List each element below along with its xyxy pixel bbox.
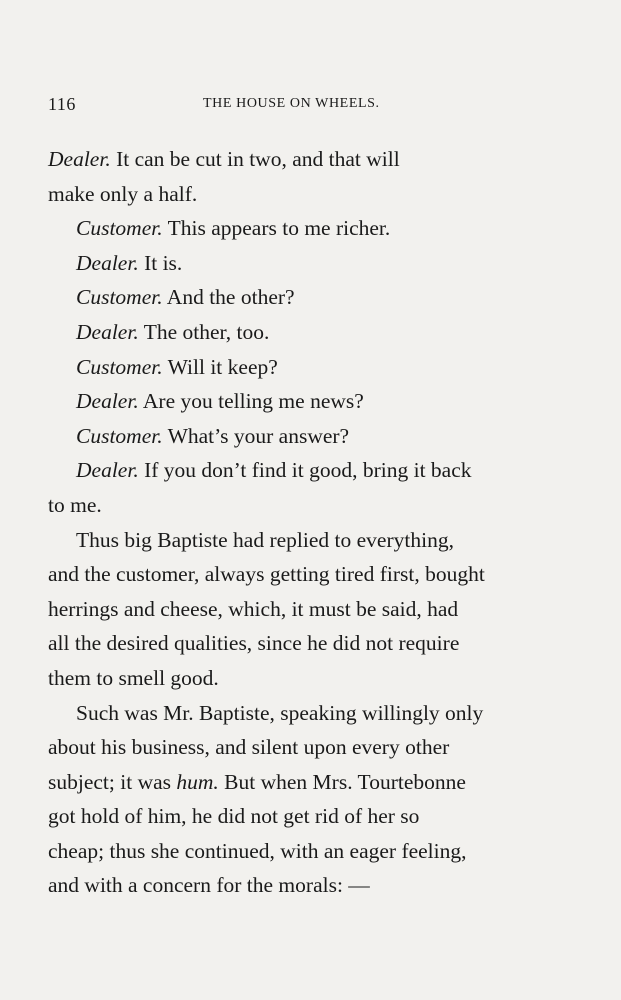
line-text: and with a concern for the morals: —: [48, 873, 370, 898]
text-line: [48, 592, 570, 627]
speaker-label: Dealer.: [76, 389, 139, 414]
page-number: 116: [48, 94, 76, 114]
line-text: What’s your answer?: [162, 423, 350, 448]
text-line: [48, 696, 570, 731]
body-text: [48, 142, 570, 903]
text-line: [48, 730, 570, 765]
text-line: [48, 661, 570, 696]
text-line: [48, 315, 570, 350]
line-text: herrings and cheese, which, it must be said, had: [48, 596, 459, 621]
line-text: about his business, and silent upon every other: [48, 735, 450, 760]
speaker-label: Customer.: [76, 423, 163, 448]
line-text: It can be cut in two, and that will: [110, 147, 400, 171]
line-text: Thus big Baptiste had replied to everything,: [76, 527, 454, 552]
speaker-label: Dealer.: [48, 147, 111, 171]
text-line: [48, 488, 570, 523]
line-text: them to smell good.: [48, 665, 219, 690]
text-line: [48, 350, 570, 385]
text-line: [48, 280, 570, 315]
text-line: [48, 419, 570, 454]
speaker-label: Dealer.: [76, 458, 139, 483]
speaker-label: Customer.: [76, 216, 163, 241]
line-text: Are you telling me news?: [138, 389, 364, 414]
text-line: [48, 177, 570, 212]
line-text: And the other?: [162, 285, 295, 310]
text-line: [48, 868, 570, 903]
italic-word: hum.: [176, 769, 219, 794]
line-text-after: But when Mrs. Tourtebonne: [218, 769, 466, 794]
line-text: This appears to me richer.: [162, 216, 391, 241]
line-text: If you don’t find it good, bring it back: [138, 458, 472, 483]
text-line: [48, 523, 570, 558]
text-line: [48, 557, 570, 592]
line-text: got hold of him, he did not get rid of her so: [48, 804, 420, 829]
text-line: [48, 211, 570, 246]
text-line: [48, 626, 570, 661]
text-line: [48, 246, 570, 281]
running-title: THE HOUSE ON WHEELS.: [203, 96, 380, 111]
running-head: [48, 94, 570, 114]
text-line: [48, 142, 570, 177]
line-text: all the desired qualities, since he did not require: [48, 631, 460, 656]
line-text: Will it keep?: [162, 354, 278, 379]
line-text: It is.: [138, 250, 183, 275]
text-line: [48, 799, 570, 834]
line-text: to me.: [48, 492, 102, 517]
line-text: The other, too.: [138, 319, 270, 344]
line-text: and the customer, always getting tired first, bought: [48, 562, 485, 587]
line-text: subject; it was: [48, 769, 177, 794]
speaker-label: Dealer.: [76, 250, 139, 275]
speaker-label: Customer.: [76, 285, 163, 310]
text-line: [48, 453, 570, 488]
text-line: [48, 384, 570, 419]
speaker-label: Dealer.: [76, 319, 139, 344]
line-text: make only a half.: [48, 181, 198, 206]
text-line: [48, 834, 570, 869]
line-text: Such was Mr. Baptiste, speaking willingly only: [76, 700, 484, 725]
text-line: [48, 765, 570, 800]
line-text: cheap; thus she continued, with an eager feeling,: [48, 838, 467, 863]
speaker-label: Customer.: [76, 354, 163, 379]
